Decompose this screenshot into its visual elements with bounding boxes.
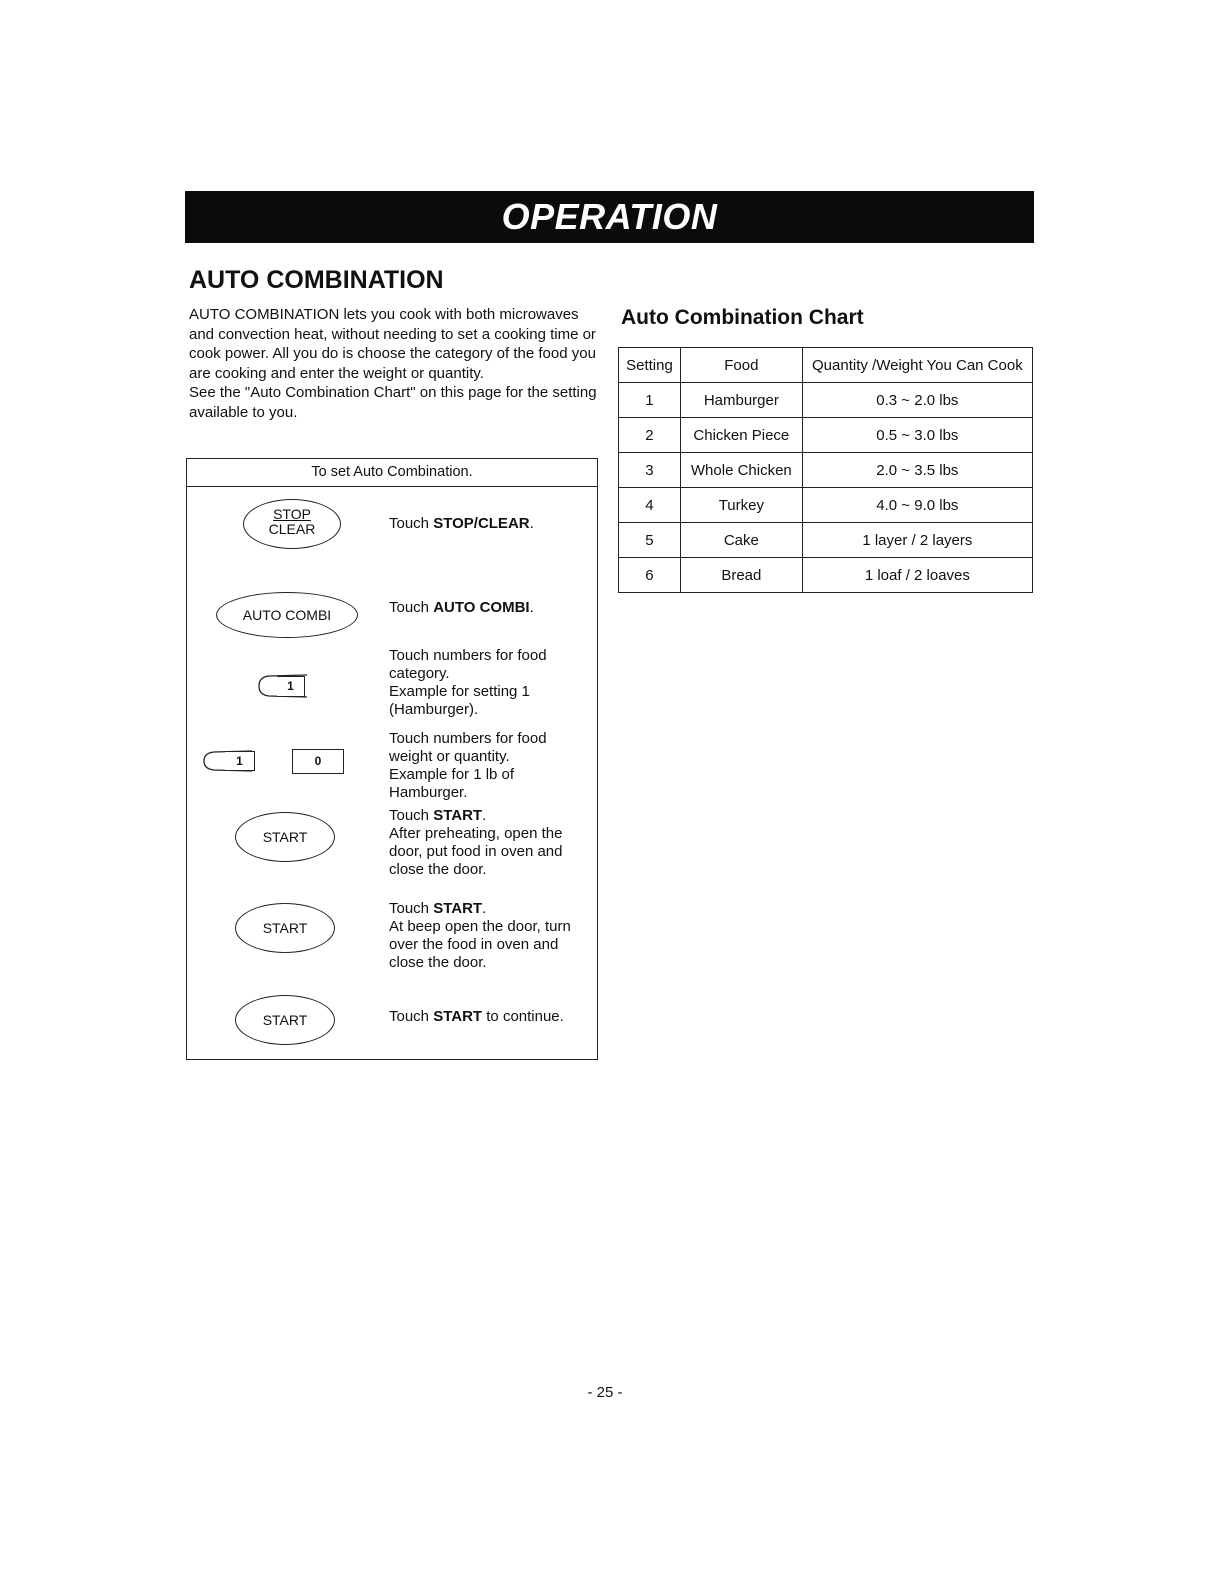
food-cell: Cake bbox=[680, 523, 802, 558]
setting-cell: 4 bbox=[619, 488, 681, 523]
intro-text bbox=[189, 305, 599, 422]
setting-cell: 5 bbox=[619, 523, 681, 558]
column-header: Setting bbox=[619, 348, 681, 383]
step-7-text: Touch START to continue. bbox=[389, 1008, 564, 1025]
start-label: START bbox=[262, 829, 308, 845]
step-5-text: Touch START. After preheating, open the door, put food in oven and close the door. bbox=[389, 807, 563, 878]
food-cell: Bread bbox=[680, 558, 802, 593]
table-row bbox=[619, 453, 1033, 488]
number-key-1: 1 bbox=[277, 676, 305, 697]
quantity-cell: 0.5 ~ 3.0 lbs bbox=[802, 418, 1032, 453]
page-number: - 25 - bbox=[587, 1384, 623, 1401]
section-title: AUTO COMBINATION bbox=[189, 266, 444, 294]
setting-cell: 3 bbox=[619, 453, 681, 488]
setting-cell: 2 bbox=[619, 418, 681, 453]
quantity-cell: 1 layer / 2 layers bbox=[802, 523, 1032, 558]
start-pad-icon bbox=[235, 903, 335, 953]
setting-cell: 6 bbox=[619, 558, 681, 593]
chart-title: Auto Combination Chart bbox=[621, 306, 864, 329]
quantity-cell: 1 loaf / 2 loaves bbox=[802, 558, 1032, 593]
steps-header: To set Auto Combination. bbox=[187, 459, 597, 487]
start-label: START bbox=[262, 920, 308, 936]
column-header: Food bbox=[680, 348, 802, 383]
quantity-cell: 4.0 ~ 9.0 lbs bbox=[802, 488, 1032, 523]
table-row bbox=[619, 558, 1033, 593]
food-cell: Hamburger bbox=[680, 383, 802, 418]
start-label: START bbox=[262, 1012, 308, 1028]
quantity-cell: 0.3 ~ 2.0 lbs bbox=[802, 383, 1032, 418]
auto-combi-label: AUTO COMBI bbox=[242, 607, 332, 623]
step-3-text: Touch numbers for food category. Example for setting 1 (Hamburger). bbox=[389, 647, 547, 718]
intro-reference: See the "Auto Combination Chart" on this page for the setting available to you. bbox=[189, 384, 597, 421]
food-cell: Whole Chicken bbox=[680, 453, 802, 488]
intro-paragraph: AUTO COMBINATION lets you cook with both microwaves and convection heat, without needing to set a cooking time or cook power. All you do is choose the category of the food you are cooking and enter the weight or quantity. bbox=[189, 306, 596, 382]
table-row bbox=[619, 488, 1033, 523]
setting-cell: 1 bbox=[619, 383, 681, 418]
food-cell: Chicken Piece bbox=[680, 418, 802, 453]
table-header-row bbox=[619, 348, 1033, 383]
column-header: Quantity /Weight You Can Cook bbox=[802, 348, 1032, 383]
clear-label: CLEAR bbox=[268, 521, 316, 537]
number-key-1: 1 bbox=[225, 751, 255, 771]
auto-combination-table bbox=[618, 347, 1033, 593]
table-row bbox=[619, 418, 1033, 453]
step-6-text: Touch START. At beep open the door, turn over the food in oven and close the door. bbox=[389, 900, 571, 971]
stop-label: STOP bbox=[273, 506, 311, 522]
start-pad-icon bbox=[235, 995, 335, 1045]
table-row bbox=[619, 523, 1033, 558]
table-row bbox=[619, 383, 1033, 418]
operation-banner: OPERATION bbox=[185, 191, 1034, 243]
step-2-text: Touch AUTO COMBI. bbox=[389, 599, 534, 616]
number-key-0: 0 bbox=[292, 749, 344, 774]
food-cell: Turkey bbox=[680, 488, 802, 523]
auto-combi-pad-icon bbox=[216, 592, 358, 638]
stop-clear-pad-icon bbox=[243, 499, 341, 549]
quantity-cell: 2.0 ~ 3.5 lbs bbox=[802, 453, 1032, 488]
steps-box bbox=[186, 458, 598, 1060]
step-4-text: Touch numbers for food weight or quantity. Example for 1 lb of Hamburger. bbox=[389, 730, 547, 801]
start-pad-icon bbox=[235, 812, 335, 862]
step-1-text: Touch STOP/CLEAR. bbox=[389, 515, 534, 532]
